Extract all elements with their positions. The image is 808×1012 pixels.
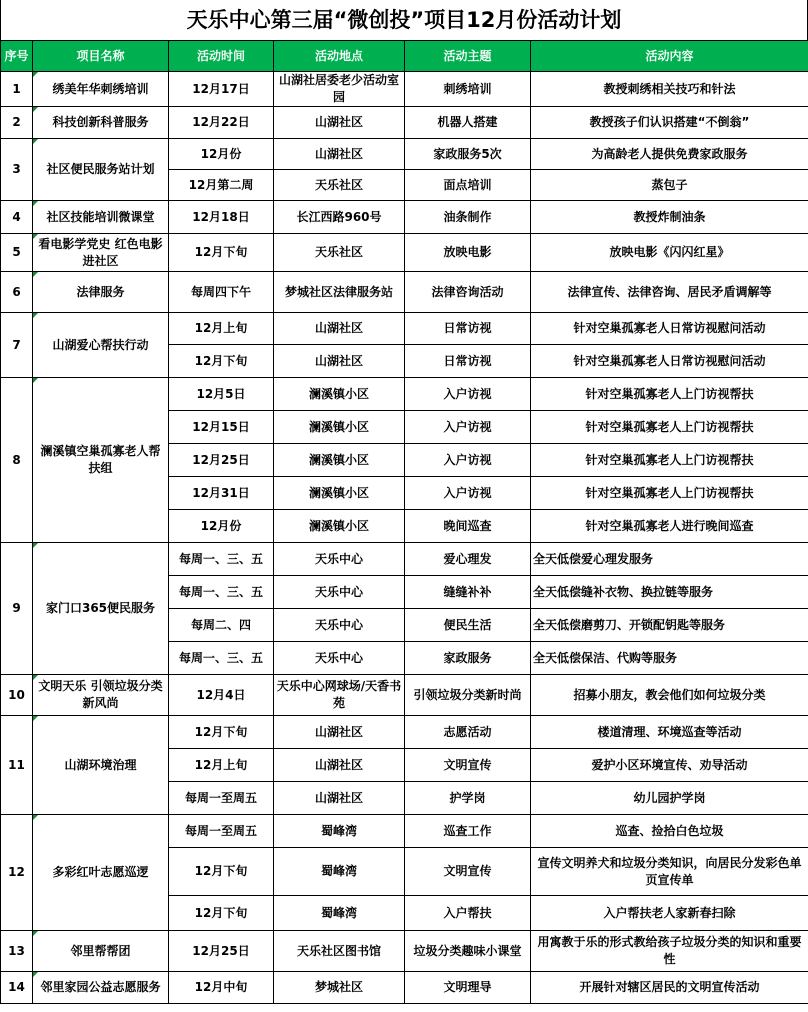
header-cell: 序号 [1, 41, 33, 72]
activity-theme-cell: 法律咨询活动 [405, 272, 531, 313]
activity-time-cell: 12月份 [169, 139, 274, 170]
project-name-cell: 邻里帮帮团 [33, 931, 169, 972]
activity-theme-cell: 家政服务 [405, 642, 531, 675]
activity-content-cell: 针对空巢孤寡老人上门访视帮扶 [531, 444, 808, 477]
header-cell: 项目名称 [33, 41, 169, 72]
activity-content-cell: 教授刺绣相关技巧和针法 [531, 72, 808, 107]
activity-content-cell: 针对空巢孤寡老人上门访视帮扶 [531, 378, 808, 411]
activity-theme-cell: 刺绣培训 [405, 72, 531, 107]
activity-content-cell: 法律宣传、法律咨询、居民矛盾调解等 [531, 272, 808, 313]
activity-location-cell: 蜀峰湾 [274, 848, 405, 896]
project-name-cell: 山湖爱心帮扶行动 [33, 313, 169, 378]
table-row [1, 201, 808, 234]
project-name-cell: 社区技能培训微课堂 [33, 201, 169, 234]
table-row [1, 313, 808, 345]
activity-content-cell: 招募小朋友，教会他们如何垃圾分类 [531, 675, 808, 716]
activity-location-cell: 天乐中心 [274, 609, 405, 642]
project-name-cell: 邻里家园公益志愿服务 [33, 972, 169, 1004]
row-number-cell: 12 [1, 815, 33, 931]
table-row [1, 815, 808, 848]
project-name-cell: 家门口365便民服务 [33, 543, 169, 675]
project-name-cell: 看电影学党史 红色电影进社区 [33, 234, 169, 272]
activity-content-cell: 针对空巢孤寡老人日常访视慰问活动 [531, 313, 808, 345]
activity-content-cell: 针对空巢孤寡老人日常访视慰问活动 [531, 345, 808, 378]
activity-location-cell: 天乐中心 [274, 576, 405, 609]
activity-location-cell: 蜀峰湾 [274, 896, 405, 931]
table-row [1, 931, 808, 972]
header-cell: 活动时间 [169, 41, 274, 72]
activity-time-cell: 每周一、三、五 [169, 576, 274, 609]
activity-location-cell: 蜀峰湾 [274, 815, 405, 848]
table-header-row [1, 41, 808, 72]
activity-content-cell: 针对空巢孤寡老人进行晚间巡查 [531, 510, 808, 543]
activity-theme-cell: 文明理导 [405, 972, 531, 1004]
table-row [1, 378, 808, 411]
table-row [1, 107, 808, 139]
table-row [1, 675, 808, 716]
activity-location-cell: 山湖社区 [274, 749, 405, 782]
activity-content-cell: 教授孩子们认识搭建“不倒翁” [531, 107, 808, 139]
activity-theme-cell: 入户访视 [405, 477, 531, 510]
activity-time-cell: 12月下旬 [169, 345, 274, 378]
activity-time-cell: 12月15日 [169, 411, 274, 444]
activity-time-cell: 12月上旬 [169, 749, 274, 782]
activity-location-cell: 澜溪镇小区 [274, 477, 405, 510]
activity-location-cell: 山湖社居委老少活动室园 [274, 72, 405, 107]
row-number-cell: 7 [1, 313, 33, 378]
activity-content-cell: 幼儿园护学岗 [531, 782, 808, 815]
activity-content-cell: 针对空巢孤寡老人上门访视帮扶 [531, 477, 808, 510]
activity-location-cell: 长江西路960号 [274, 201, 405, 234]
row-number-cell: 1 [1, 72, 33, 107]
activity-theme-cell: 引领垃圾分类新时尚 [405, 675, 531, 716]
project-name-cell: 社区便民服务站计划 [33, 139, 169, 201]
activity-time-cell: 12月上旬 [169, 313, 274, 345]
activity-theme-cell: 志愿活动 [405, 716, 531, 749]
activity-theme-cell: 油条制作 [405, 201, 531, 234]
activity-theme-cell: 护学岗 [405, 782, 531, 815]
activity-location-cell: 山湖社区 [274, 139, 405, 170]
activity-theme-cell: 缝缝补补 [405, 576, 531, 609]
row-number-cell: 2 [1, 107, 33, 139]
activity-theme-cell: 巡查工作 [405, 815, 531, 848]
header-cell: 活动主题 [405, 41, 531, 72]
activity-theme-cell: 入户访视 [405, 411, 531, 444]
row-number-cell: 11 [1, 716, 33, 815]
activity-content-cell: 放映电影《闪闪红星》 [531, 234, 808, 272]
activity-location-cell: 澜溪镇小区 [274, 378, 405, 411]
project-name-cell: 法律服务 [33, 272, 169, 313]
activity-location-cell: 山湖社区 [274, 345, 405, 378]
row-number-cell: 10 [1, 675, 33, 716]
activity-content-cell: 全天低偿磨剪刀、开锁配钥匙等服务 [531, 609, 808, 642]
activity-theme-cell: 便民生活 [405, 609, 531, 642]
activity-theme-cell: 晚间巡查 [405, 510, 531, 543]
activity-location-cell: 澜溪镇小区 [274, 444, 405, 477]
activity-time-cell: 12月第二周 [169, 170, 274, 201]
project-name-cell: 绣美年华刺绣培训 [33, 72, 169, 107]
activity-theme-cell: 放映电影 [405, 234, 531, 272]
table-row [1, 72, 808, 107]
activity-time-cell: 每周二、四 [169, 609, 274, 642]
header-cell: 活动地点 [274, 41, 405, 72]
table-row [1, 139, 808, 170]
activity-theme-cell: 入户访视 [405, 378, 531, 411]
activity-time-cell: 12月下旬 [169, 234, 274, 272]
activity-time-cell: 12月4日 [169, 675, 274, 716]
activity-location-cell: 天乐社区 [274, 234, 405, 272]
activity-time-cell: 每周四下午 [169, 272, 274, 313]
activity-content-cell: 为高龄老人提供免费家政服务 [531, 139, 808, 170]
activity-location-cell: 梦城社区 [274, 972, 405, 1004]
activity-location-cell: 天乐中心 [274, 543, 405, 576]
table-row [1, 972, 808, 1004]
activity-theme-cell: 垃圾分类趣味小课堂 [405, 931, 531, 972]
activity-time-cell: 每周一至周五 [169, 782, 274, 815]
activity-time-cell: 12月25日 [169, 444, 274, 477]
activity-theme-cell: 机器人搭建 [405, 107, 531, 139]
activity-content-cell: 楼道清理、环境巡查等活动 [531, 716, 808, 749]
activity-location-cell: 山湖社区 [274, 716, 405, 749]
activity-theme-cell: 入户帮扶 [405, 896, 531, 931]
row-number-cell: 8 [1, 378, 33, 543]
row-number-cell: 6 [1, 272, 33, 313]
activity-theme-cell: 文明宣传 [405, 749, 531, 782]
activity-time-cell: 12月22日 [169, 107, 274, 139]
activity-time-cell: 12月份 [169, 510, 274, 543]
activity-location-cell: 天乐中心网球场/天香书苑 [274, 675, 405, 716]
activity-theme-cell: 文明宣传 [405, 848, 531, 896]
activity-content-cell: 开展针对辖区居民的文明宣传活动 [531, 972, 808, 1004]
activity-time-cell: 12月下旬 [169, 896, 274, 931]
activity-location-cell: 天乐中心 [274, 642, 405, 675]
activity-time-cell: 12月25日 [169, 931, 274, 972]
project-name-cell: 多彩红叶志愿巡逻 [33, 815, 169, 931]
activity-time-cell: 每周一至周五 [169, 815, 274, 848]
header-cell: 活动内容 [531, 41, 808, 72]
activity-location-cell: 澜溪镇小区 [274, 510, 405, 543]
activity-time-cell: 12月31日 [169, 477, 274, 510]
project-name-cell: 文明天乐 引领垃圾分类新风尚 [33, 675, 169, 716]
activity-content-cell: 针对空巢孤寡老人上门访视帮扶 [531, 411, 808, 444]
activity-time-cell: 12月18日 [169, 201, 274, 234]
activity-theme-cell: 面点培训 [405, 170, 531, 201]
row-number-cell: 14 [1, 972, 33, 1004]
activity-theme-cell: 爱心理发 [405, 543, 531, 576]
activity-theme-cell: 日常访视 [405, 345, 531, 378]
project-name-cell: 澜溪镇空巢孤寡老人帮扶组 [33, 378, 169, 543]
row-number-cell: 4 [1, 201, 33, 234]
row-number-cell: 3 [1, 139, 33, 201]
activity-location-cell: 梦城社区法律服务站 [274, 272, 405, 313]
activity-content-cell: 全天低偿保洁、代购等服务 [531, 642, 808, 675]
activity-content-cell: 巡查、捡拾白色垃圾 [531, 815, 808, 848]
activity-location-cell: 山湖社区 [274, 313, 405, 345]
activity-content-cell: 全天低偿爱心理发服务 [531, 543, 808, 576]
activity-time-cell: 每周一、三、五 [169, 543, 274, 576]
activity-content-cell: 入户帮扶老人家新春扫除 [531, 896, 808, 931]
activity-theme-cell: 日常访视 [405, 313, 531, 345]
activity-content-cell: 教授炸制油条 [531, 201, 808, 234]
table-row [1, 543, 808, 576]
activity-location-cell: 天乐社区 [274, 170, 405, 201]
activity-time-cell: 12月下旬 [169, 848, 274, 896]
activity-plan-table [0, 40, 808, 1004]
activity-time-cell: 每周一、三、五 [169, 642, 274, 675]
table-row [1, 716, 808, 749]
project-name-cell: 科技创新科普服务 [33, 107, 169, 139]
row-number-cell: 9 [1, 543, 33, 675]
page-title: 天乐中心第三届“微创投”项目12月份活动计划 [0, 0, 808, 40]
activity-time-cell: 12月中旬 [169, 972, 274, 1004]
activity-content-cell: 爱护小区环境宣传、劝导活动 [531, 749, 808, 782]
table-row [1, 234, 808, 272]
row-number-cell: 5 [1, 234, 33, 272]
activity-time-cell: 12月下旬 [169, 716, 274, 749]
activity-time-cell: 12月5日 [169, 378, 274, 411]
row-number-cell: 13 [1, 931, 33, 972]
activity-theme-cell: 入户访视 [405, 444, 531, 477]
activity-content-cell: 全天低偿缝补衣物、换拉链等服务 [531, 576, 808, 609]
activity-content-cell: 用寓教于乐的形式教给孩子垃圾分类的知识和重要性 [531, 931, 808, 972]
project-name-cell: 山湖环境治理 [33, 716, 169, 815]
activity-location-cell: 澜溪镇小区 [274, 411, 405, 444]
activity-location-cell: 天乐社区图书馆 [274, 931, 405, 972]
activity-theme-cell: 家政服务5次 [405, 139, 531, 170]
activity-location-cell: 山湖社区 [274, 782, 405, 815]
activity-content-cell: 蒸包子 [531, 170, 808, 201]
activity-time-cell: 12月17日 [169, 72, 274, 107]
activity-content-cell: 宣传文明养犬和垃圾分类知识，向居民分发彩色单页宣传单 [531, 848, 808, 896]
activity-location-cell: 山湖社区 [274, 107, 405, 139]
table-row [1, 272, 808, 313]
